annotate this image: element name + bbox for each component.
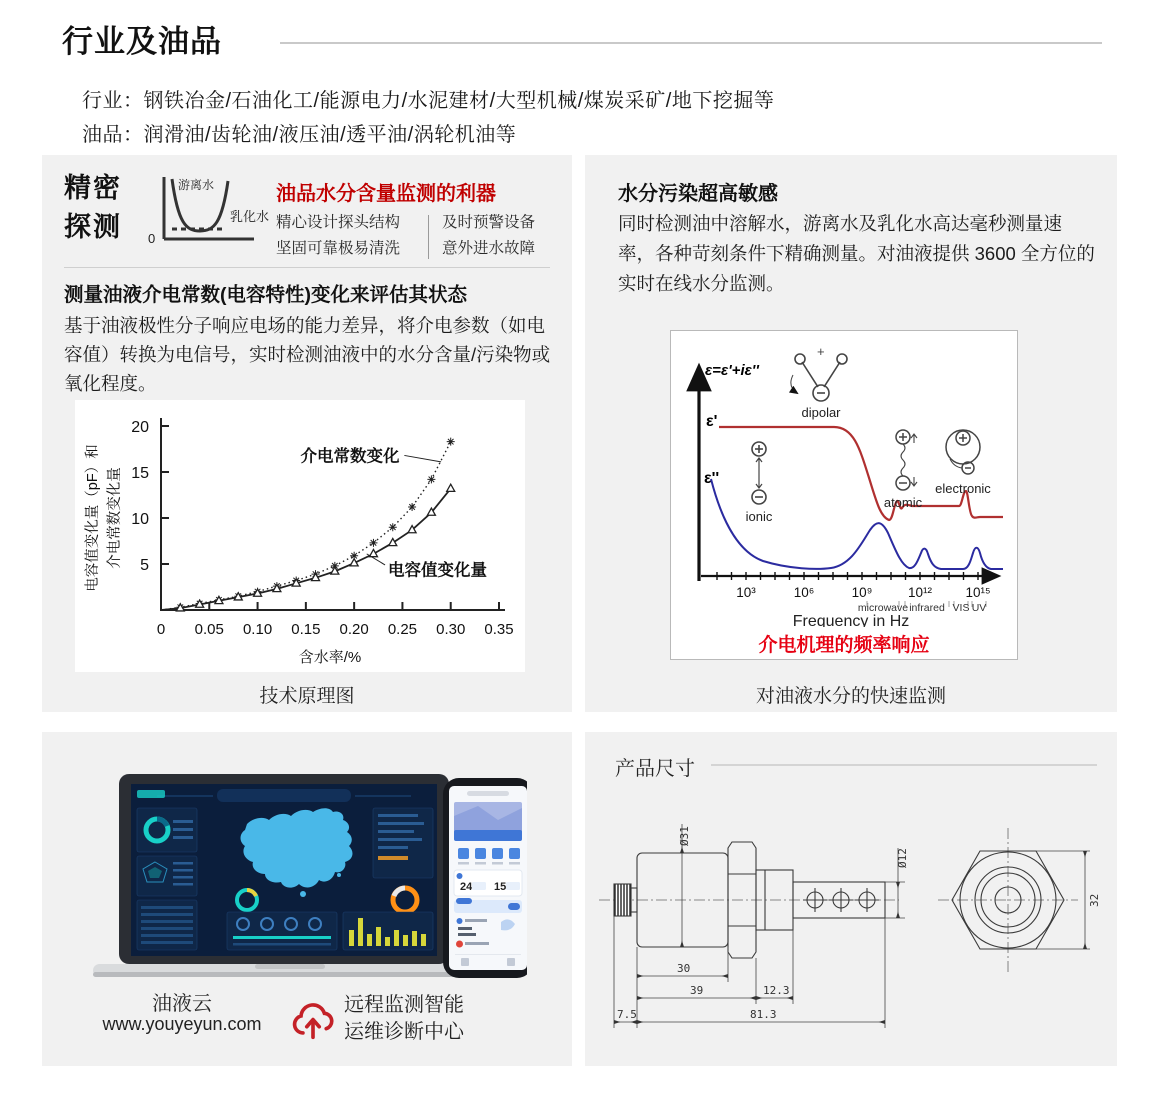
tick-1e3: 10³ <box>736 585 756 600</box>
feature-column-left <box>276 210 400 262</box>
industry-line <box>82 84 774 113</box>
sensitivity-caption: 对油液水分的快速监测 <box>755 686 946 707</box>
svg-text:0.05: 0.05 <box>194 621 224 638</box>
principle-chart-box <box>75 400 525 672</box>
oil-line <box>82 118 516 147</box>
icon-label-emulsified-water: 乳化水 <box>230 209 270 224</box>
dim-len-collar: 12.3 <box>763 984 790 997</box>
dim-len-body-hex: 39 <box>690 984 704 997</box>
dim-dia-probe: Ø12 <box>896 848 909 868</box>
dimensions-panel <box>585 732 1117 1066</box>
feature-item: 及时预警设备 <box>442 214 536 231</box>
phone-stat-right: 15 <box>494 881 507 893</box>
tick-1e9: 10⁹ <box>851 585 873 600</box>
electronic-icon <box>946 430 980 474</box>
cloud-brand-name: 油液云 <box>152 993 212 1015</box>
principle-chart <box>75 400 525 672</box>
icon-label-zero: 0 <box>148 231 156 246</box>
tick-1e12: 10¹² <box>907 585 933 600</box>
dipolar-icon <box>791 344 847 401</box>
sensor-side-view <box>599 842 899 958</box>
cloud-upload-icon <box>290 1000 336 1042</box>
phone-stat-left: 24 <box>460 881 473 893</box>
tick-1e15: 10¹⁵ <box>965 585 991 600</box>
page-title: 行业及油品 <box>62 24 222 59</box>
band-infrared: infrared <box>909 602 945 614</box>
svg-text:5: 5 <box>140 557 149 574</box>
water-curve-icon <box>142 171 274 251</box>
industry-value: 钢铁冶金/石油化工/能源电力/水泥建材/大型机械/煤炭采矿/地下挖掘等 <box>143 90 775 112</box>
sensitivity-title: 水分污染超高敏感 <box>618 183 778 205</box>
dielectric-red-caption: 介电机理的频率响应 <box>758 635 930 656</box>
electronic-label: electronic <box>935 481 991 496</box>
service-line2: 运维诊断中心 <box>344 1021 464 1043</box>
sensor-front-view <box>938 828 1078 972</box>
svg-text:介电常数变化: 介电常数变化 <box>300 447 400 466</box>
oil-value: 润滑油/齿轮油/液压油/透平油/涡轮机油等 <box>143 124 517 146</box>
sensitivity-body: 同时检测油中溶解水，游离水及乳化水高达毫秒测量速率，各种苛刻条件下精确测量。对油液提供 3600 全方位的实时在线水分监测。 <box>618 213 1095 294</box>
band-uv: UV <box>971 602 987 614</box>
cloud-service-text <box>344 992 464 1046</box>
svg-text:介电常数变化量: 介电常数变化量 <box>107 467 123 569</box>
svg-text:0.10: 0.10 <box>242 621 273 638</box>
dim-len-total: 81.3 <box>750 1008 777 1021</box>
principle-chart-caption: 技术原理图 <box>259 686 355 707</box>
feature-column-right <box>442 210 535 262</box>
svg-text:10: 10 <box>131 511 149 528</box>
panel-divider <box>64 267 550 268</box>
eps-real-curve <box>719 427 1003 520</box>
dimensions-title: 产品尺寸 <box>615 758 695 780</box>
devices-mockup <box>87 772 527 982</box>
dimensions-divider <box>711 764 1097 766</box>
dim-across-flats: 32 <box>1088 893 1101 907</box>
dipolar-label: dipolar <box>801 405 841 420</box>
epsilon-formula: ε=ε'+iε'' <box>705 362 759 379</box>
feature-item: 精心设计探头结构 <box>276 214 401 231</box>
dielectric-diagram <box>671 331 1017 627</box>
dim-dia-body: Ø31 <box>678 826 691 846</box>
laptop-image <box>93 774 481 977</box>
icon-label-free-water: 游离水 <box>178 178 215 192</box>
dim-len-body: 30 <box>677 962 691 975</box>
svg-text:0: 0 <box>156 621 166 638</box>
principle-title: 测量油液介电常数(电容特性)变化来评估其状态 <box>64 284 467 306</box>
feature-separator <box>428 215 429 259</box>
precision-headline <box>64 169 122 247</box>
svg-text:20: 20 <box>131 419 149 436</box>
title-divider <box>280 42 1102 44</box>
technical-drawing <box>593 790 1109 1052</box>
cloud-panel <box>42 732 572 1066</box>
band-vis: VIS <box>952 602 970 614</box>
cloud-url-link[interactable]: www.youyeyun.com <box>102 1014 262 1034</box>
ionic-label: ionic <box>745 509 773 524</box>
tick-1e6: 10⁶ <box>793 585 815 600</box>
svg-text:电容值变化量: 电容值变化量 <box>387 561 487 580</box>
sensitivity-panel <box>585 155 1117 712</box>
feature-item: 意外进水故障 <box>442 240 536 257</box>
principle-body: 基于油液极性分子响应电场的能力差异，将介电参数（如电容值）转换为电信号，实时检测油液中的水分含量/污染物或氧化程度。 <box>64 315 551 394</box>
ionic-icon <box>752 442 766 504</box>
svg-text:0.15: 0.15 <box>291 621 321 638</box>
svg-text:0.20: 0.20 <box>339 621 369 638</box>
dim-len-plug: 7.5 <box>617 1008 637 1021</box>
band-microwave: microwave <box>857 602 909 614</box>
industry-label: 行业： <box>82 90 144 112</box>
svg-text:15: 15 <box>131 465 149 482</box>
svg-text:电容值变化量（pF）和: 电容值变化量（pF）和 <box>85 444 101 592</box>
feature-item: 坚固可靠极易清洗 <box>276 240 401 257</box>
red-slogan: 油品水分含量监测的利器 <box>276 183 496 205</box>
svg-text:0.35: 0.35 <box>484 621 514 638</box>
service-line1: 远程监测智能 <box>344 994 464 1016</box>
frequency-axis-label: Frequency in Hz <box>792 613 910 627</box>
dimension-lines <box>614 824 905 1028</box>
oil-label: 油品： <box>82 124 144 146</box>
svg-text:0.30: 0.30 <box>436 621 466 638</box>
headline-line1: 精密 <box>64 173 122 203</box>
precision-panel <box>42 155 572 712</box>
headline-line2: 探测 <box>64 212 122 242</box>
atomic-label: atomic <box>883 495 923 510</box>
svg-text:+: + <box>817 344 825 359</box>
atomic-icon <box>896 430 917 490</box>
phone-image <box>443 778 527 978</box>
eps-real-label: ε' <box>706 413 718 430</box>
svg-text:含水率/%: 含水率/% <box>298 649 362 666</box>
svg-text:0.25: 0.25 <box>387 621 418 638</box>
eps-imag-label: ε'' <box>704 470 720 487</box>
dielectric-diagram-box <box>670 330 1018 660</box>
